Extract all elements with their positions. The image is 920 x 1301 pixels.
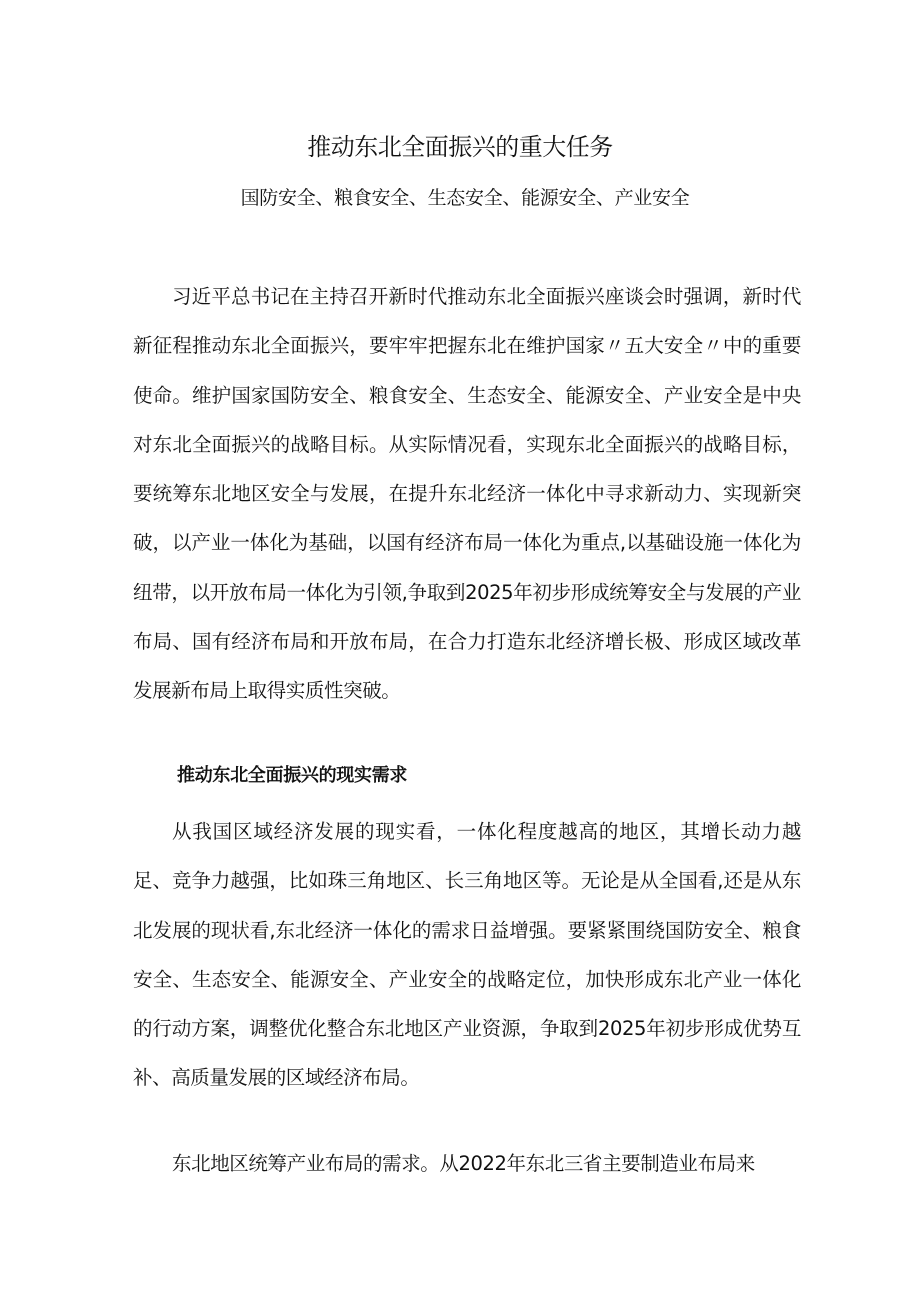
paragraph-industry-layout: 东北地区统筹产业布局的需求。从2022年东北三省主要制造业布局来 (172, 1152, 755, 1175)
document-subtitle: 国防安全、粮食安全、生态安全、能源安全、产业安全 (240, 187, 690, 209)
paragraph-realistic-needs: 从我国区域经济发展的现实看，一体化程度越高的地区，其增长动力越足、竞争力越强，比如珠三角地区、长三角地区等。无论是从全国看,还是从东北发展的现状看,东北经济一体化的需求日益增强。要紧紧围绕国防安全、粮食安全、生态安全、能源安全、产业安全的战略定位，加快形成东北产业一体化的行动方案，调整优化整合东北地区产业资源，争取到2025年初步形成优势互补、高质量发展的区域经济布局。 (133, 820, 801, 1090)
paragraph-intro: 习近平总书记在主持召开新时代推动东北全面振兴座谈会时强调，新时代新征程推动东北全面振兴，要牢牢把握东北在维护国家〃五大安全〃中的重要使命。维护国家国防安全、粮食安全、生态安全、能源安全、产业安全是中央对东北全面振兴的战略目标。从实际情况看，实现东北全面振兴的战略目标，要统筹东北地区安全与发展，在提升东北经济一体化中寻求新动力、实现新突破，以产业一体化为基础，以国有经济布局一体化为重点,以基础设施一体化为纽带，以开放布局一体化为引领,争取到2025年初步形成统筹安全与发展的产业布局、国有经济布局和开放布局，在合力打造东北经济增长极、形成区域改革发展新布局上取得实质性突破。 (133, 285, 801, 703)
section-heading: 推动东北全面振兴的现实需求 (177, 765, 408, 786)
document-title: 推动东北全面振兴的重大任务 (307, 133, 613, 161)
